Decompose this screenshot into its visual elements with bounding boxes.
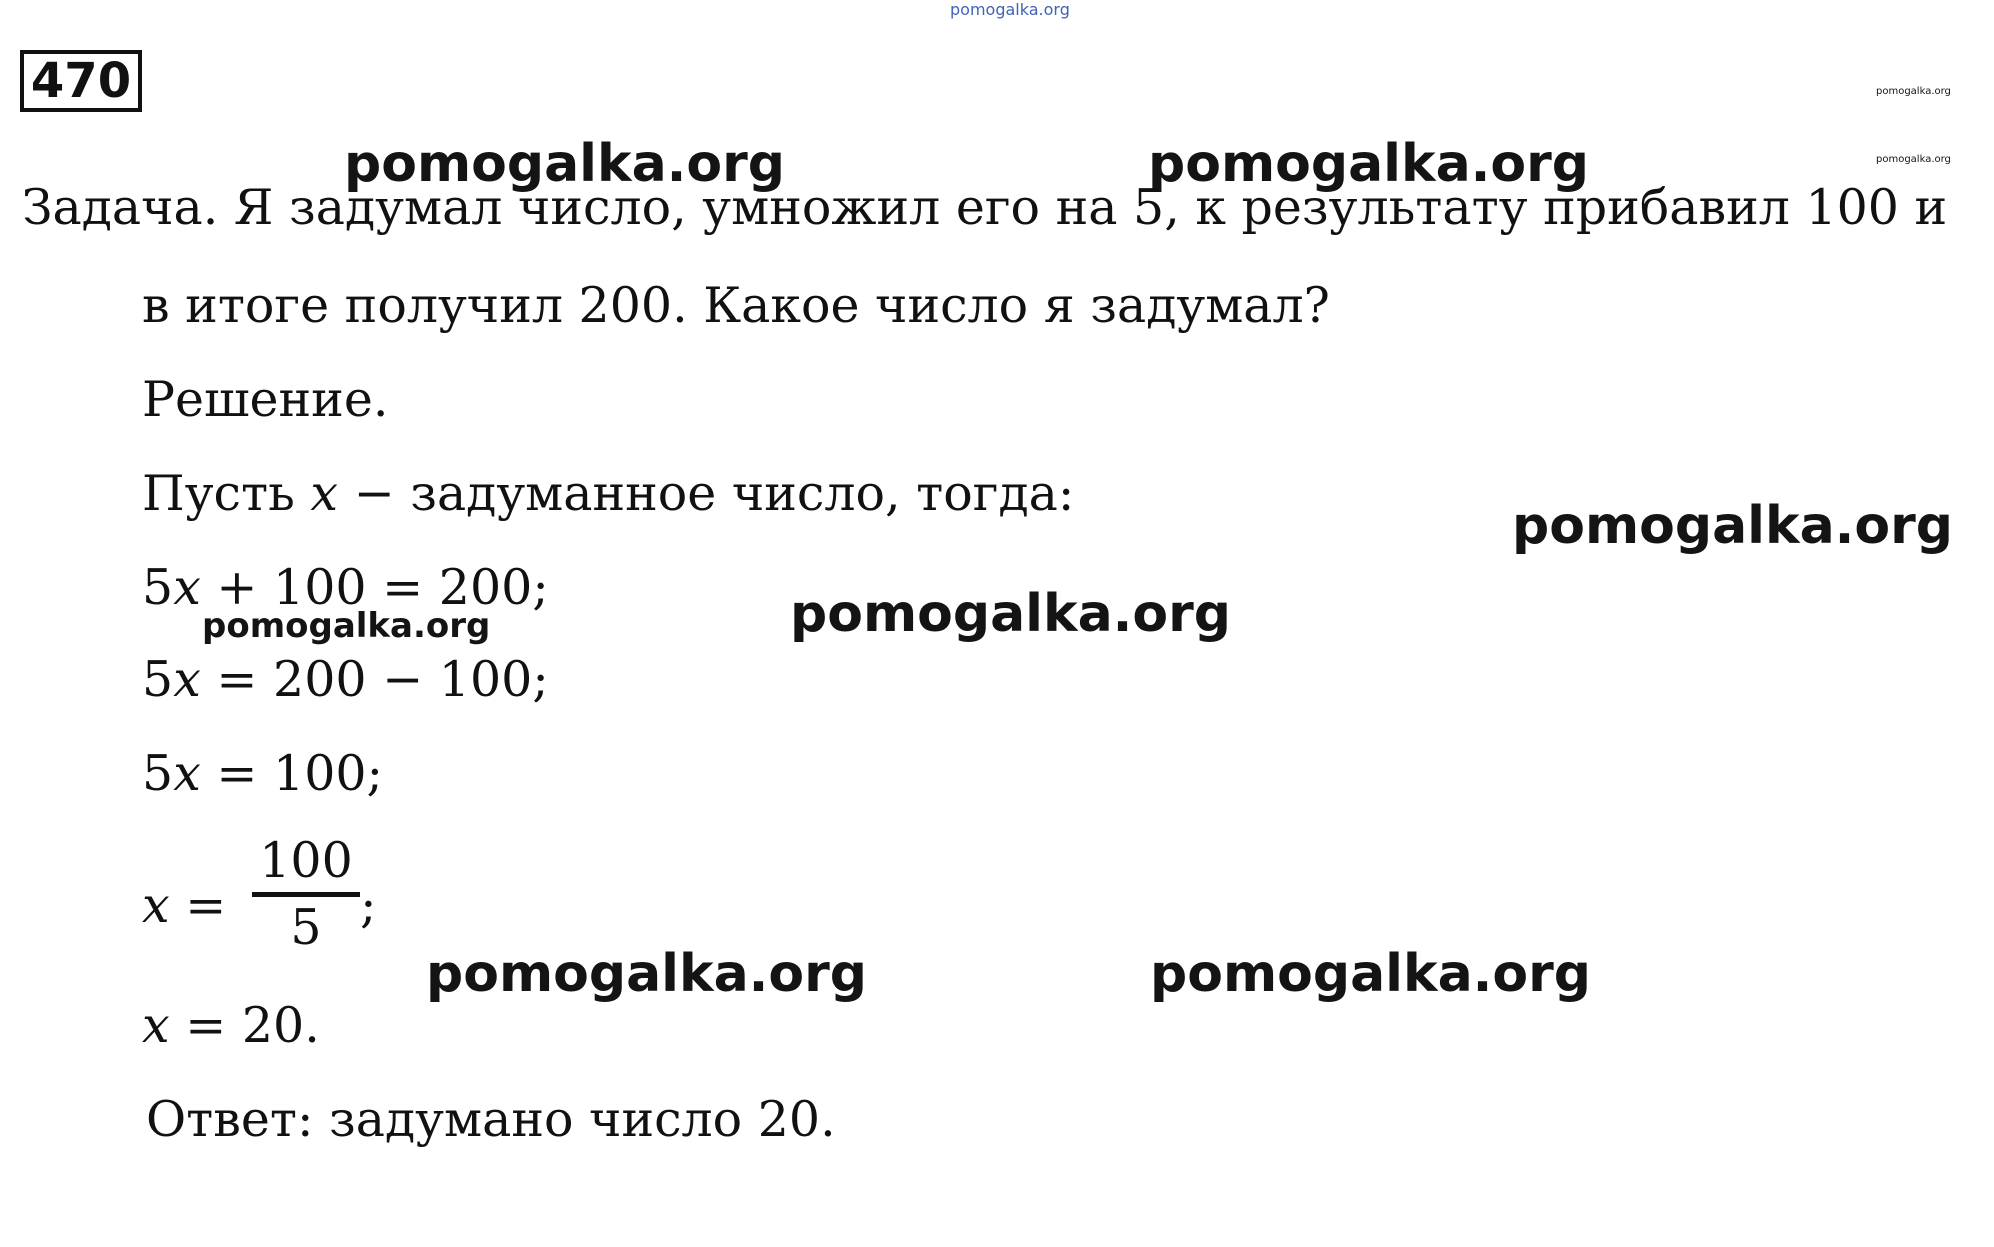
- equation-2: [142, 650, 549, 710]
- coef: 5: [142, 745, 174, 802]
- watermark: pomogalka.org: [426, 944, 868, 1004]
- watermark: pomogalka.org: [1512, 496, 1954, 556]
- coef: 5: [142, 559, 174, 616]
- answer: Ответ: задумано число 20.: [146, 1091, 836, 1148]
- watermark: pomogalka.org: [1150, 944, 1592, 1004]
- equation-5: [142, 996, 320, 1056]
- watermark-tiny: pomogalka.org: [1876, 86, 1951, 97]
- eq-rest: = 100;: [200, 745, 384, 802]
- coef: 5: [142, 651, 174, 708]
- equals-sign: =: [169, 877, 227, 934]
- task-line-1: Задача. Я задумал число, умножил его на 5, к результату прибавил 100 и: [22, 179, 1948, 236]
- fraction-bar: [252, 892, 360, 897]
- fraction: [252, 832, 360, 957]
- let-prefix: Пусть: [142, 465, 311, 522]
- solution-heading: Решение.: [142, 371, 389, 428]
- var-x: x: [310, 465, 339, 522]
- task-line-2: в итоге получил 200. Какое число я задумал?: [142, 277, 1330, 334]
- var-x: x: [142, 877, 170, 934]
- watermark: pomogalka.org: [202, 606, 491, 646]
- eq-rest: = 200 − 100;: [200, 651, 549, 708]
- eq-rest: = 20.: [169, 997, 320, 1054]
- var-x: x: [142, 997, 170, 1054]
- problem-number: 470: [20, 50, 142, 112]
- equation-4-lhs: [142, 876, 226, 936]
- equation-4-end: ;: [360, 877, 377, 934]
- watermark-top: pomogalka.org: [950, 0, 1070, 19]
- watermark: pomogalka.org: [1148, 134, 1590, 194]
- fraction-numerator: 100: [259, 832, 353, 889]
- equation-3: [142, 744, 383, 804]
- watermark-tiny: pomogalka.org: [1876, 154, 1951, 165]
- var-x: x: [173, 651, 201, 708]
- watermark: pomogalka.org: [790, 584, 1232, 644]
- var-x: x: [173, 745, 201, 802]
- var-x: x: [173, 559, 201, 616]
- eq-rest: + 100 = 200;: [200, 559, 549, 616]
- let-suffix: − задуманное число, тогда:: [338, 465, 1075, 522]
- fraction-denominator: 5: [290, 899, 322, 956]
- let-statement: [142, 464, 1074, 524]
- watermark: pomogalka.org: [344, 134, 786, 194]
